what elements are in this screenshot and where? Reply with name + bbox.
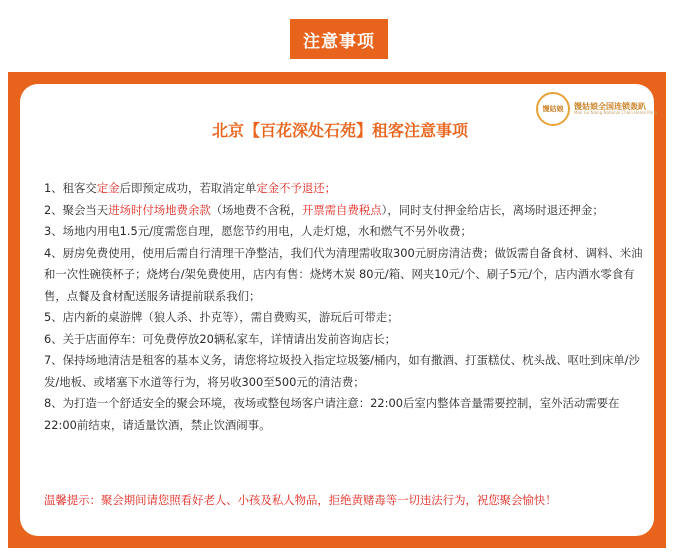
rule-item-7: 7、保持场地清洁是租客的基本义务，请您将垃圾投入指定垃圾篓/桶内，如有撒酒、打蛋糕仗、枕头战、呕吐到床单/沙发/地板、或堵塞下水道等行为，将另收300至500元的清洁费； [44,353,640,389]
header-badge: 注意事项 [290,19,388,59]
rule-text: 1、租客交 [44,181,97,195]
rule-item-2 [44,200,648,222]
notice-title: 北京【百花深处石苑】租客注意事项 [211,121,468,140]
highlight-text: 开票需自费税点 [301,202,382,217]
highlight-text: 定金不予退还； [256,181,337,195]
rule-item-4: 4、厨房免费使用，使用后需自行清理干净整洁，我们代为清理需收取300元厨房清洁费；做饭需自备食材、调料、米油和一次性碗筷杯子；烧烤台/架免费使用，店内有售：烧烤木炭 80元/箱、网夹10元/个、刷子5元/个，店内酒水零食有售，点餐及食材配送服务请提前联系我们； [44,245,643,303]
logo-icon: 馒姑娘 [536,92,570,126]
rules-list [44,178,648,436]
rule-item-1 [44,178,648,200]
rule-item-8: 8、为打造一个舒适安全的聚会环境，夜场或整包场客户请注意：22:00后室内整体音量需要控制，室外活动需要在22:00前结束，请适量饮酒，禁止饮酒闹事。 [44,396,620,432]
rule-text: 后即预定成功，若取消定单 [119,181,257,195]
rule-text: ），同时支付押金给店长，离场时退还押金； [381,202,604,217]
rule-text: （场地费不含税， [210,202,302,217]
rule-item-3: 3、场地内用电1.5元/度需您自理，愿您节约用电，人走灯熄，水和燃气不另外收费； [44,224,472,238]
highlight-text: 定金 [96,181,120,195]
logo-name-en: Man Gu Niang National Chain Home Party [574,110,658,116]
rule-item-6: 6、关于店面停车：可免费停放20辆私家车，详情请出发前咨询店长； [44,331,397,346]
logo-name: 馒姑娘全国连锁轰趴 [574,102,646,112]
warm-tip: 温馨提示：聚会期间请您照看好老人、小孩及私人物品，拒绝黄赌毒等一切违法行为，祝您聚会愉快！ [44,493,557,507]
rule-text: 2、聚会当天 [44,202,109,217]
rule-item-5: 5、店内新的桌游牌（狼人杀、扑克等），需自费购买，游玩后可带走； [44,310,399,324]
highlight-text: 进场时付场地费余款 [108,202,211,217]
